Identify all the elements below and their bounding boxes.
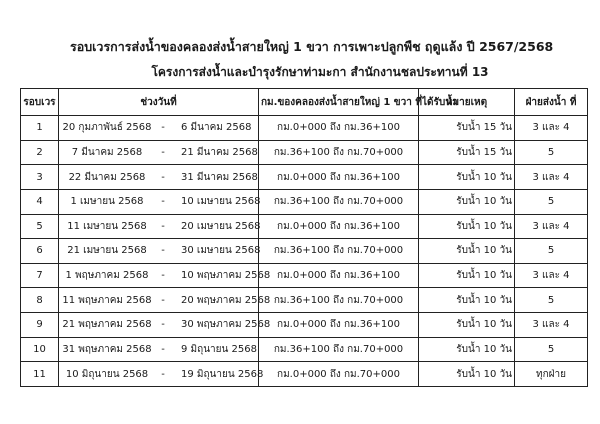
cell-remark: รับน้ำ 10 วัน [419, 239, 515, 264]
document-subtitle: โครงการส่งน้ำและบำรุงรักษาท่ามะกา สำนักงานชลประทานที่ 13 [151, 65, 489, 79]
period-end: 31 มีนาคม 2568 [181, 171, 258, 183]
period-end: 10 พฤษภาคม 2568 [181, 270, 271, 282]
cell-km: กม.36+100 ถึง กม.70+000 [259, 239, 419, 264]
header-remark: หมายเหตุ [419, 89, 515, 116]
cell-period [59, 288, 271, 313]
table-row [21, 189, 588, 214]
cell-period [59, 116, 259, 141]
cell-round: 7 [21, 263, 59, 288]
cell-zone: 3 และ 4 [515, 313, 588, 338]
period-dash: - [161, 146, 165, 158]
cell-km: กม.36+100 ถึง กม.70+000 [259, 288, 419, 313]
cell-remark: รับน้ำ 10 วัน [419, 214, 515, 239]
header-zone: ฝ่ายส่งน้ำ ที่ [515, 89, 588, 116]
cell-km: กม.0+000 ถึง กม.36+100 [259, 214, 419, 239]
cell-round: 9 [21, 313, 59, 338]
period-dash: - [161, 294, 165, 306]
cell-remark: รับน้ำ 10 วัน [419, 288, 515, 313]
period-start: 11 พฤษภาคม 2568 [62, 294, 152, 306]
period-end: 9 มิถุนายน 2568 [181, 343, 257, 355]
period-start: 1 พฤษภาคม 2568 [65, 270, 149, 282]
cell-round: 5 [21, 214, 59, 239]
cell-km: กม.36+100 ถึง กม.70+000 [259, 337, 419, 362]
period-end: 10 เมษายน 2568 [181, 196, 261, 208]
cell-zone: 3 และ 4 [515, 214, 588, 239]
period-dash: - [161, 245, 165, 257]
period-end: 19 มิถุนายน 2568 [181, 368, 264, 380]
cell-zone: ทุกฝ่าย [515, 362, 588, 387]
cell-round: 10 [21, 337, 59, 362]
schedule-table [20, 88, 588, 387]
cell-remark: รับน้ำ 10 วัน [419, 313, 515, 338]
cell-period [59, 239, 259, 264]
table-header-row [21, 89, 588, 116]
cell-km: กม.0+000 ถึง กม.36+100 [259, 263, 419, 288]
cell-round: 11 [21, 362, 59, 387]
cell-round: 2 [21, 140, 59, 165]
table-row [21, 263, 588, 288]
period-end: 6 มีนาคม 2568 [181, 122, 252, 134]
period-start: 1 เมษายน 2568 [70, 196, 144, 208]
period-dash: - [161, 270, 165, 282]
header-km: กม.ของคลองส่งน้ำสายใหญ่ 1 ขวา ที่ได้รับน้ำ [259, 89, 419, 116]
period-end: 21 มีนาคม 2568 [181, 146, 258, 158]
period-end: 30 เมษายน 2568 [181, 245, 261, 257]
table-row [21, 165, 588, 190]
cell-km: กม.0+000 ถึง กม.36+100 [259, 116, 419, 141]
cell-period [59, 189, 259, 214]
table-row [21, 214, 588, 239]
period-start: 21 เมษายน 2568 [67, 245, 147, 257]
cell-round: 3 [21, 165, 59, 190]
period-end: 30 พฤษภาคม 2568 [181, 319, 271, 331]
cell-zone: 5 [515, 189, 588, 214]
cell-period [59, 263, 271, 288]
period-start: 31 พฤษภาคม 2568 [62, 343, 152, 355]
period-dash: - [161, 171, 165, 183]
cell-remark: รับน้ำ 10 วัน [419, 362, 515, 387]
cell-zone: 3 และ 4 [515, 263, 588, 288]
cell-zone: 5 [515, 288, 588, 313]
cell-km: กม.0+000 ถึง กม.36+100 [259, 165, 419, 190]
cell-zone: 3 และ 4 [515, 165, 588, 190]
period-dash: - [161, 196, 165, 208]
header-round: รอบเวร [21, 89, 59, 116]
document-title: รอบเวรการส่งน้ำของคลองส่งน้ำสายใหญ่ 1 ขวา การเพาะปลูกพืช ฤดูแล้ง ปี 2567/2568 [70, 39, 554, 54]
period-dash: - [161, 220, 165, 232]
cell-round: 6 [21, 239, 59, 264]
table-row [21, 288, 588, 313]
cell-period [59, 140, 259, 165]
cell-km: กม.0+000 ถึง กม.70+000 [259, 362, 419, 387]
cell-remark: รับน้ำ 10 วัน [419, 189, 515, 214]
table-body [21, 116, 588, 387]
cell-period [59, 165, 259, 190]
period-start: 21 พฤษภาคม 2568 [62, 319, 152, 331]
cell-zone: 5 [515, 239, 588, 264]
table-row [21, 313, 588, 338]
table-row [21, 337, 588, 362]
cell-zone: 5 [515, 337, 588, 362]
period-start: 22 มีนาคม 2568 [68, 171, 146, 183]
period-start: 11 เมษายน 2568 [67, 220, 147, 232]
cell-period [59, 337, 259, 362]
header-period: ช่วงวันที่ [59, 89, 259, 116]
table-row [21, 362, 588, 387]
cell-remark: รับน้ำ 15 วัน [419, 140, 515, 165]
table-row [21, 140, 588, 165]
cell-zone: 5 [515, 140, 588, 165]
cell-remark: รับน้ำ 10 วัน [419, 263, 515, 288]
table-row [21, 116, 588, 141]
cell-remark: รับน้ำ 10 วัน [419, 165, 515, 190]
cell-km: กม.0+000 ถึง กม.36+100 [259, 313, 419, 338]
period-start: 20 กุมภาพันธ์ 2568 [62, 122, 152, 134]
cell-round: 1 [21, 116, 59, 141]
period-dash: - [161, 319, 165, 331]
period-dash: - [161, 122, 165, 134]
cell-remark: รับน้ำ 15 วัน [419, 116, 515, 141]
period-end: 20 เมษายน 2568 [181, 220, 261, 232]
period-dash: - [161, 343, 165, 355]
cell-round: 8 [21, 288, 59, 313]
cell-zone: 3 และ 4 [515, 116, 588, 141]
cell-period [59, 214, 259, 239]
cell-km: กม.36+100 ถึง กม.70+000 [259, 140, 419, 165]
cell-km: กม.36+100 ถึง กม.70+000 [259, 189, 419, 214]
period-dash: - [161, 368, 165, 380]
period-start: 7 มีนาคม 2568 [71, 146, 143, 158]
cell-period [59, 313, 271, 338]
table-row [21, 239, 588, 264]
cell-period [59, 362, 264, 387]
cell-round: 4 [21, 189, 59, 214]
cell-remark: รับน้ำ 10 วัน [419, 337, 515, 362]
period-start: 10 มิถุนายน 2568 [65, 368, 149, 380]
period-end: 20 พฤษภาคม 2568 [181, 294, 271, 306]
